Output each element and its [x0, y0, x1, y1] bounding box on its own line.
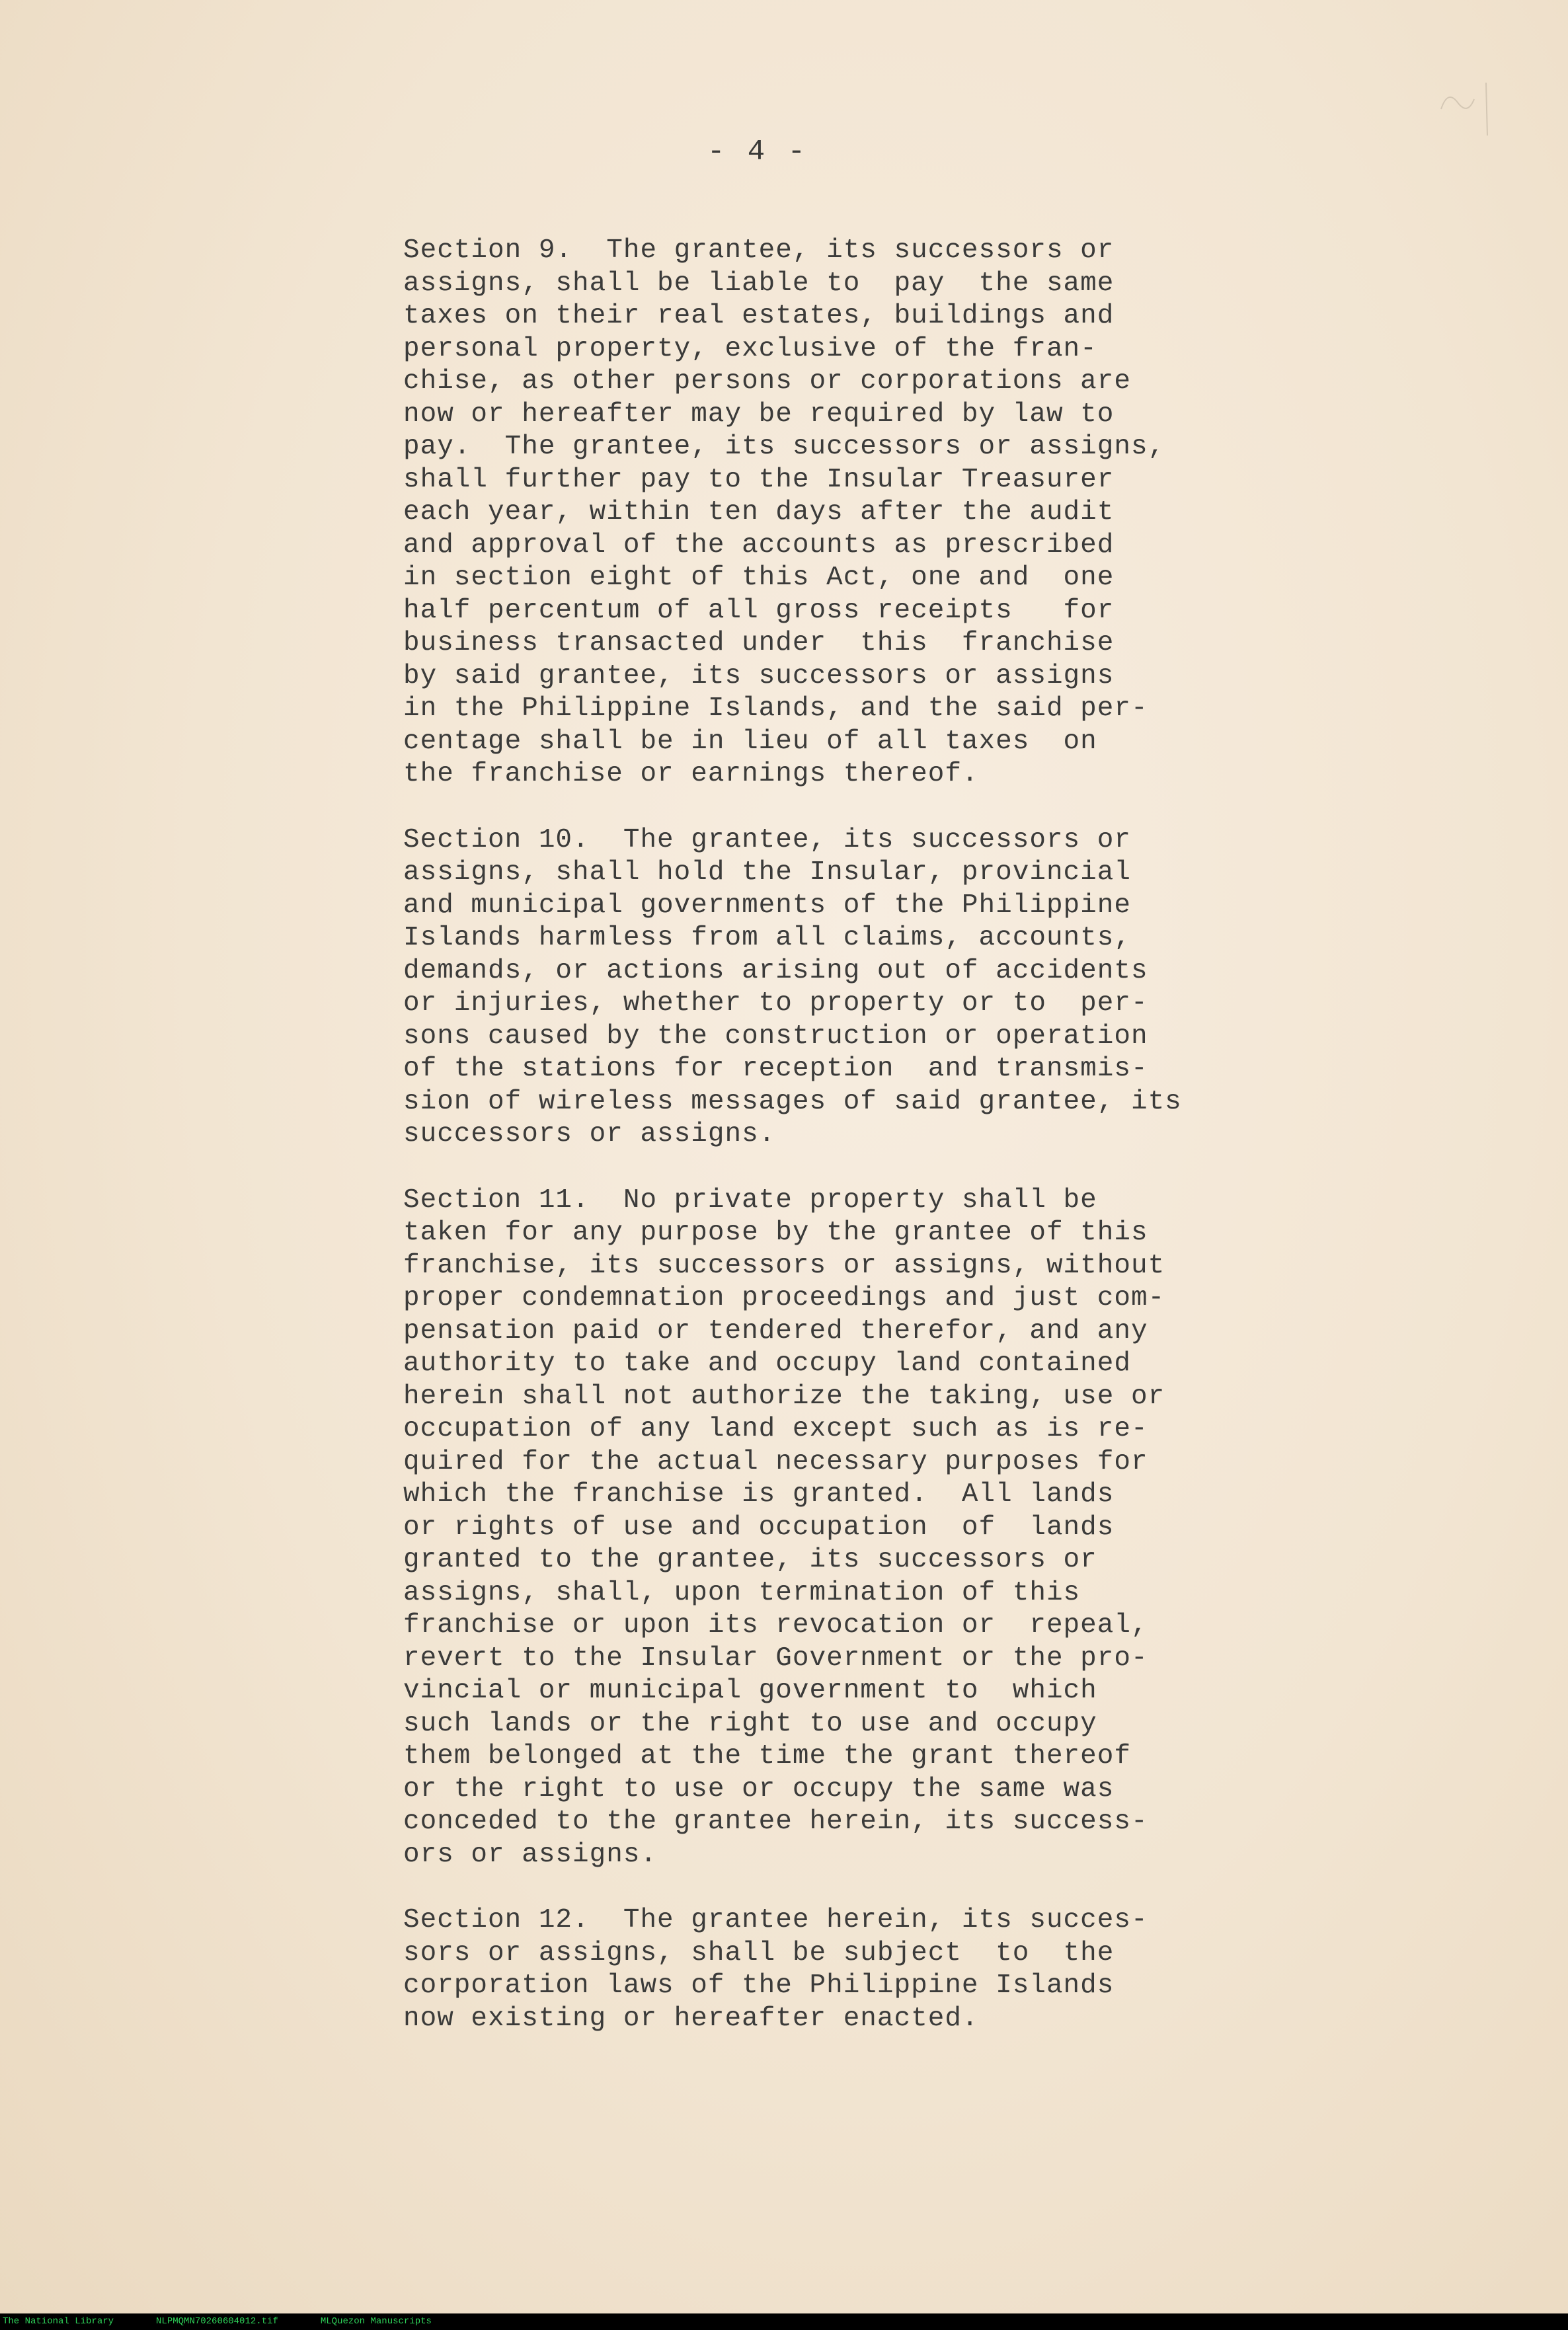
text-line: sion of wireless messages of said grantee, its — [403, 1086, 1182, 1117]
text-line: Section 12. The grantee herein, its succes- — [403, 1905, 1148, 1935]
document-body — [403, 235, 1362, 2068]
text-line: proper condemnation proceedings and just com- — [403, 1283, 1165, 1313]
text-line: assigns, shall hold the Insular, provincial — [403, 857, 1131, 888]
text-line: revert to the Insular Government or the pro- — [403, 1643, 1148, 1674]
text-line: centage shall be in lieu of all taxes on — [403, 726, 1097, 757]
page-number: - 4 - — [707, 136, 808, 169]
text-line: such lands or the right to use and occupy — [403, 1708, 1097, 1739]
pencil-mark — [1428, 63, 1507, 142]
text-line: and approval of the accounts as prescribed — [403, 529, 1115, 561]
text-line: Section 11. No private property shall be — [403, 1184, 1097, 1216]
text-line: ors or assigns. — [403, 1839, 658, 1870]
text-line: occupation of any land except such as is re- — [403, 1414, 1148, 1444]
text-line: assigns, shall be liable to pay the same — [403, 268, 1115, 299]
text-line: pensation paid or tendered therefor, and any — [403, 1315, 1148, 1346]
text-line: taxes on their real estates, buildings and — [403, 301, 1115, 331]
text-line: Section 10. The grantee, its successors or — [403, 824, 1131, 855]
section-10 — [403, 824, 1362, 1151]
section-12 — [403, 1904, 1362, 2035]
text-line: franchise or upon its revocation or repeal, — [403, 1610, 1148, 1641]
text-line: of the stations for reception and transmis- — [403, 1054, 1148, 1084]
text-line: sons caused by the construction or operation — [403, 1021, 1148, 1052]
text-line: franchise, its successors or assigns, without — [403, 1250, 1165, 1281]
text-line: authority to take and occupy land contained — [403, 1348, 1131, 1379]
text-line: shall further pay to the Insular Treasurer — [403, 464, 1115, 495]
text-line: which the franchise is granted. All lands — [403, 1479, 1115, 1510]
scan-footer-bar — [0, 2313, 1568, 2330]
text-line: corporation laws of the Philippine Islands — [403, 1970, 1115, 2001]
text-line: in the Philippine Islands, and the said per- — [403, 693, 1148, 724]
section-11 — [403, 1184, 1362, 1872]
text-line: demands, or actions arising out of accidents — [403, 955, 1148, 986]
text-line: assigns, shall, upon termination of this — [403, 1577, 1081, 1608]
text-line: pay. The grantee, its successors or assigns, — [403, 432, 1165, 462]
text-line: or the right to use or occupy the same was — [403, 1773, 1115, 1805]
text-line: Islands harmless from all claims, accounts, — [403, 923, 1131, 953]
text-line: half percentum of all gross receipts for — [403, 595, 1115, 626]
text-line: personal property, exclusive of the fran- — [403, 333, 1097, 364]
text-line: or injuries, whether to property or to per- — [403, 988, 1148, 1019]
text-line: or rights of use and occupation of lands — [403, 1512, 1115, 1543]
text-line: taken for any purpose by the grantee of this — [403, 1218, 1148, 1248]
footer-file: NLPMQMN70260604012.tif — [156, 2316, 278, 2327]
footer-library: The National Library — [3, 2316, 114, 2327]
text-line: business transacted under this franchise — [403, 628, 1115, 658]
text-line: now or hereafter may be required by law to — [403, 399, 1115, 430]
text-line: by said grantee, its successors or assigns — [403, 660, 1115, 691]
text-line: herein shall not authorize the taking, use or — [403, 1381, 1165, 1412]
section-9 — [403, 235, 1362, 791]
text-line: vincial or municipal government to which — [403, 1676, 1097, 1706]
text-line: granted to the grantee, its successors or — [403, 1545, 1097, 1575]
text-line: sors or assigns, shall be subject to the — [403, 1937, 1115, 1968]
text-line: now existing or hereafter enacted. — [403, 2003, 979, 2034]
text-line: each year, within ten days after the audit — [403, 497, 1115, 527]
text-line: conceded to the grantee herein, its success- — [403, 1806, 1148, 1837]
text-line: successors or assigns. — [403, 1119, 776, 1149]
text-line: chise, as other persons or corporations are — [403, 366, 1131, 397]
text-line: in section eight of this Act, one and one — [403, 563, 1115, 593]
text-line: the franchise or earnings thereof. — [403, 759, 979, 789]
text-line: quired for the actual necessary purposes for — [403, 1446, 1148, 1477]
text-line: Section 9. The grantee, its successors or — [403, 235, 1115, 266]
footer-collection: MLQuezon Manuscripts — [320, 2316, 432, 2327]
text-line: and municipal governments of the Philippine — [403, 890, 1131, 921]
text-line: them belonged at the time the grant thereof — [403, 1741, 1131, 1771]
